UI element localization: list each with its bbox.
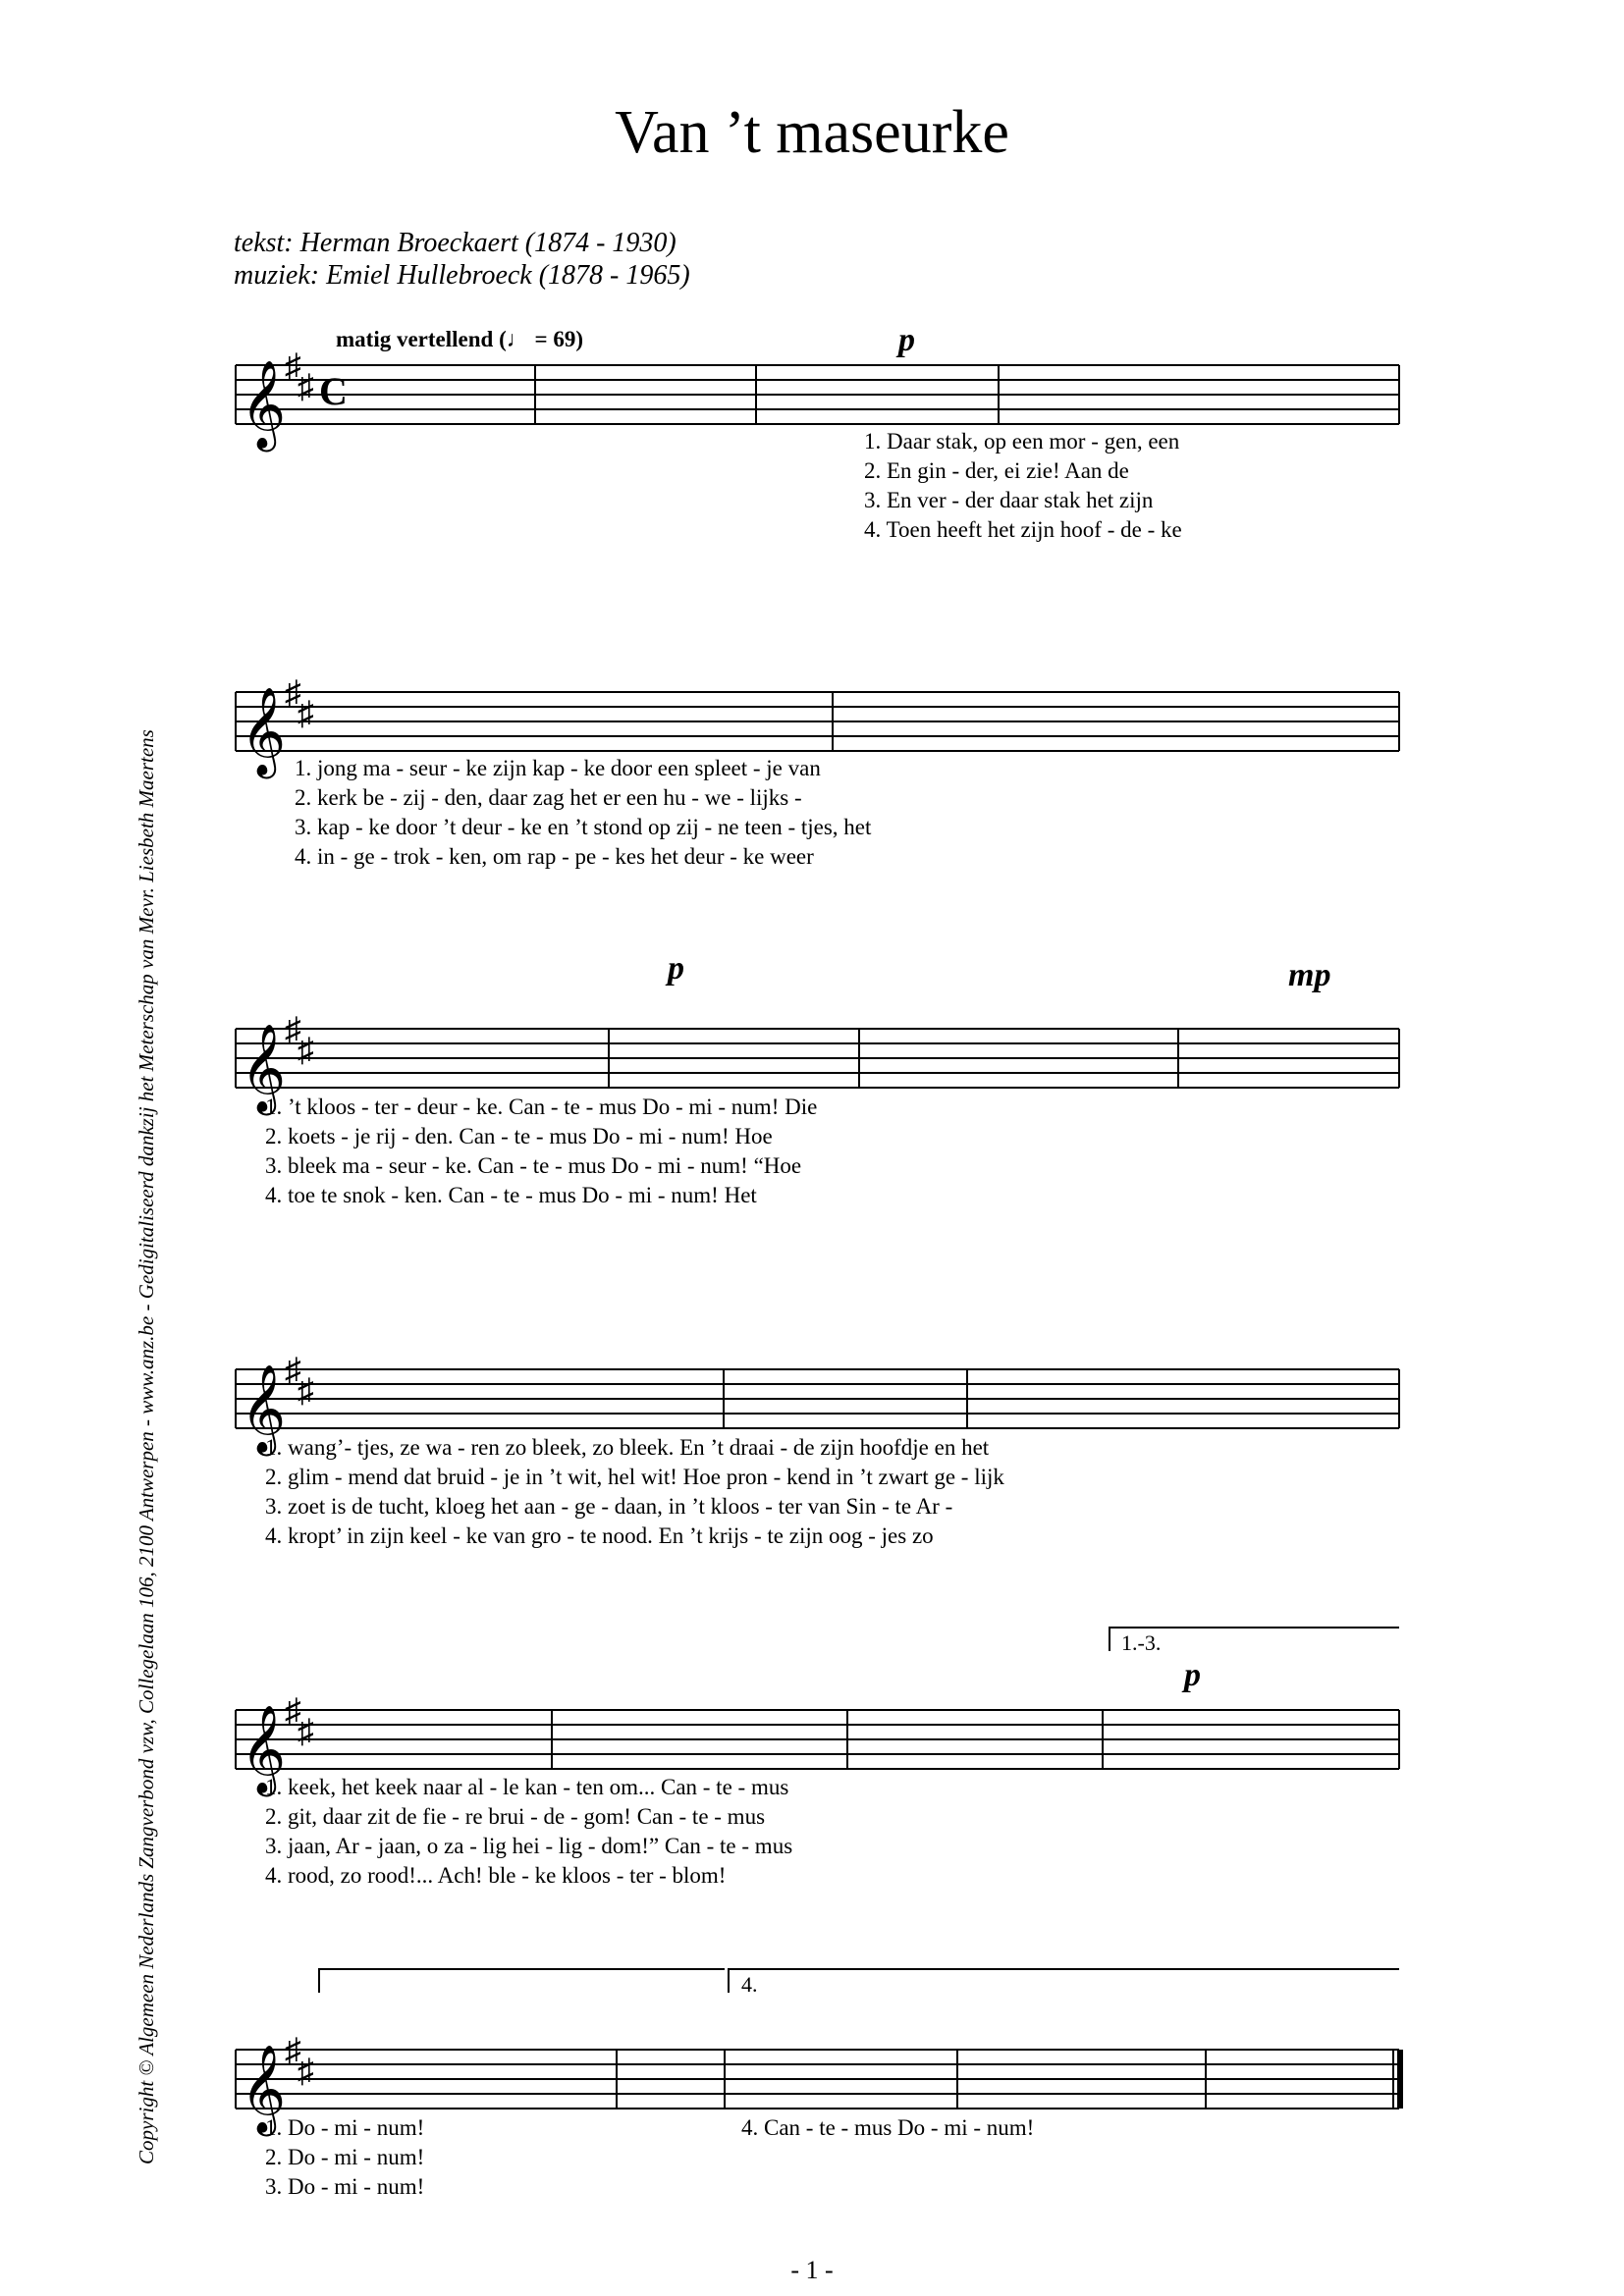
tempo-value: = 69) xyxy=(528,327,583,351)
volta-bracket xyxy=(319,1969,725,1993)
treble-clef-icon: 𝄞 xyxy=(241,1025,287,1110)
lyric-line: 3. bleek ma - seur - ke. Can - te - mus Do - mi - num! “Hoe xyxy=(265,1153,802,1178)
lyric-line: 3. Do - mi - num! xyxy=(265,2174,425,2199)
lyric-line: 4. in - ge - trok - ken, om rap - pe - kes het deur - ke weer xyxy=(295,844,814,869)
lyrics-system-5 xyxy=(265,1773,792,1891)
common-time-icon: C xyxy=(319,369,348,413)
sharp-icon: ♯ xyxy=(285,1693,301,1730)
lyric-line: 2. koets - je rij - den. Can - te - mus Do - mi - num! Hoe xyxy=(265,1124,773,1148)
lyric-line: 3. zoet is de tucht, kloeg het aan - ge - daan, in ’t kloos - ter van Sin - te Ar - xyxy=(265,1494,953,1519)
sharp-icon: ♯ xyxy=(285,675,301,712)
sharp-icon: ♯ xyxy=(298,369,314,405)
volta-bracket xyxy=(729,1969,1399,1993)
lyric-line: 1. Do - mi - num! xyxy=(265,2115,425,2140)
sharp-icon: ♯ xyxy=(298,1714,314,1750)
lyric-line: 4. kropt’ in zijn keel - ke van gro - te nood. En ’t krijs - te zijn oog - jes zo xyxy=(265,1523,934,1548)
lyric-line: 1. wang’- tjes, ze wa - ren zo bleek, zo bleek. En ’t draai - de zijn hoofdje en het xyxy=(265,1435,990,1460)
volta-second-ending: 4. xyxy=(741,1972,758,1997)
lyric-line: 4. rood, zo rood!... Ach! ble - ke kloos - ter - blom! xyxy=(265,1863,727,1888)
lyric-line: 2. glim - mend dat bruid - je in ’t wit, hel wit! Hoe pron - kend in ’t zwart ge - lijk xyxy=(265,1465,1004,1489)
lyrics-system-6 xyxy=(265,2113,424,2202)
treble-clef-icon: 𝄞 xyxy=(241,361,287,447)
sharp-icon: ♯ xyxy=(298,696,314,732)
lyric-line: 3. jaan, Ar - jaan, o za - lig hei - lig - dom!” Can - te - mus xyxy=(265,1834,793,1858)
sharp-icon: ♯ xyxy=(285,1353,301,1389)
treble-clef-icon: 𝄞 xyxy=(241,1365,287,1451)
lyricist-credit: tekst: Herman Broeckaert (1874 - 1930) xyxy=(234,228,677,258)
tempo-text: matig vertellend ( xyxy=(336,327,507,351)
lyric-line: 3. kap - ke door ’t deur - ke en ’t stond op zij - ne teen - tjes, het xyxy=(295,815,872,839)
dynamic-piano: p xyxy=(668,950,684,987)
lyric-line: 2. Do - mi - num! xyxy=(265,2145,425,2169)
dynamic-piano: p xyxy=(1184,1657,1201,1693)
lyrics-system-3 xyxy=(265,1093,817,1210)
sharp-icon: ♯ xyxy=(285,1012,301,1048)
lyric-line: 1. Daar stak, op een mor - gen, een xyxy=(864,429,1180,454)
song-title: Van ’t maseurke xyxy=(615,99,1009,166)
treble-clef-icon: 𝄞 xyxy=(241,1706,287,1791)
page-number: - 1 - xyxy=(790,2256,834,2284)
sharp-icon: ♯ xyxy=(298,1033,314,1069)
volta-first-ending: 1.-3. xyxy=(1121,1630,1162,1655)
lyrics-system-1 xyxy=(864,427,1182,545)
lyric-line: 4. toe te snok - ken. Can - te - mus Do - mi - num! Het xyxy=(265,1183,757,1207)
lyrics-second-ending: 4. Can - te - mus Do - mi - num! xyxy=(741,2115,1035,2140)
lyric-line: 1. jong ma - seur - ke zijn kap - ke door een spleet - je van xyxy=(295,756,821,780)
treble-clef-icon: 𝄞 xyxy=(241,2046,287,2131)
composer-credit: muziek: Emiel Hullebroeck (1878 - 1965) xyxy=(234,260,690,291)
sharp-icon: ♯ xyxy=(285,2033,301,2069)
treble-clef-icon: 𝄞 xyxy=(241,688,287,774)
lyrics-system-2 xyxy=(295,754,871,872)
lyric-line: 2. kerk be - zij - den, daar zag het er een hu - we - lijks - xyxy=(295,785,802,810)
lyrics-system-4 xyxy=(265,1433,1004,1551)
sharp-icon: ♯ xyxy=(298,2054,314,2090)
copyright-notice: Copyright © Algemeen Nederlands Zangverbond vzw, Collegelaan 106, 2100 Antwerpen - www.anz.be - Gedigitaliseerd dankzij het Meterschap van Mevr. Liesbeth Maertens xyxy=(135,729,158,2164)
sharp-icon: ♯ xyxy=(285,348,301,385)
lyric-line: 2. git, daar zit de fie - re brui - de - gom! Can - te - mus xyxy=(265,1804,766,1829)
quarter-note-icon: ♩ xyxy=(506,327,529,351)
lyric-line: 1. ’t kloos - ter - deur - ke. Can - te - mus Do - mi - num! Die xyxy=(265,1095,818,1119)
lyric-line: 1. keek, het keek naar al - le kan - ten om... Can - te - mus xyxy=(265,1775,789,1799)
sharp-icon: ♯ xyxy=(298,1373,314,1410)
lyric-line: 2. En gin - der, ei zie! Aan de xyxy=(864,458,1129,483)
lyric-line: 4. Toen heeft het zijn hoof - de - ke xyxy=(864,517,1182,542)
lyric-line: 3. En ver - der daar stak het zijn xyxy=(864,488,1154,512)
dynamic-piano: p xyxy=(898,322,915,358)
dynamic-mezzo-piano: mp xyxy=(1288,957,1331,993)
